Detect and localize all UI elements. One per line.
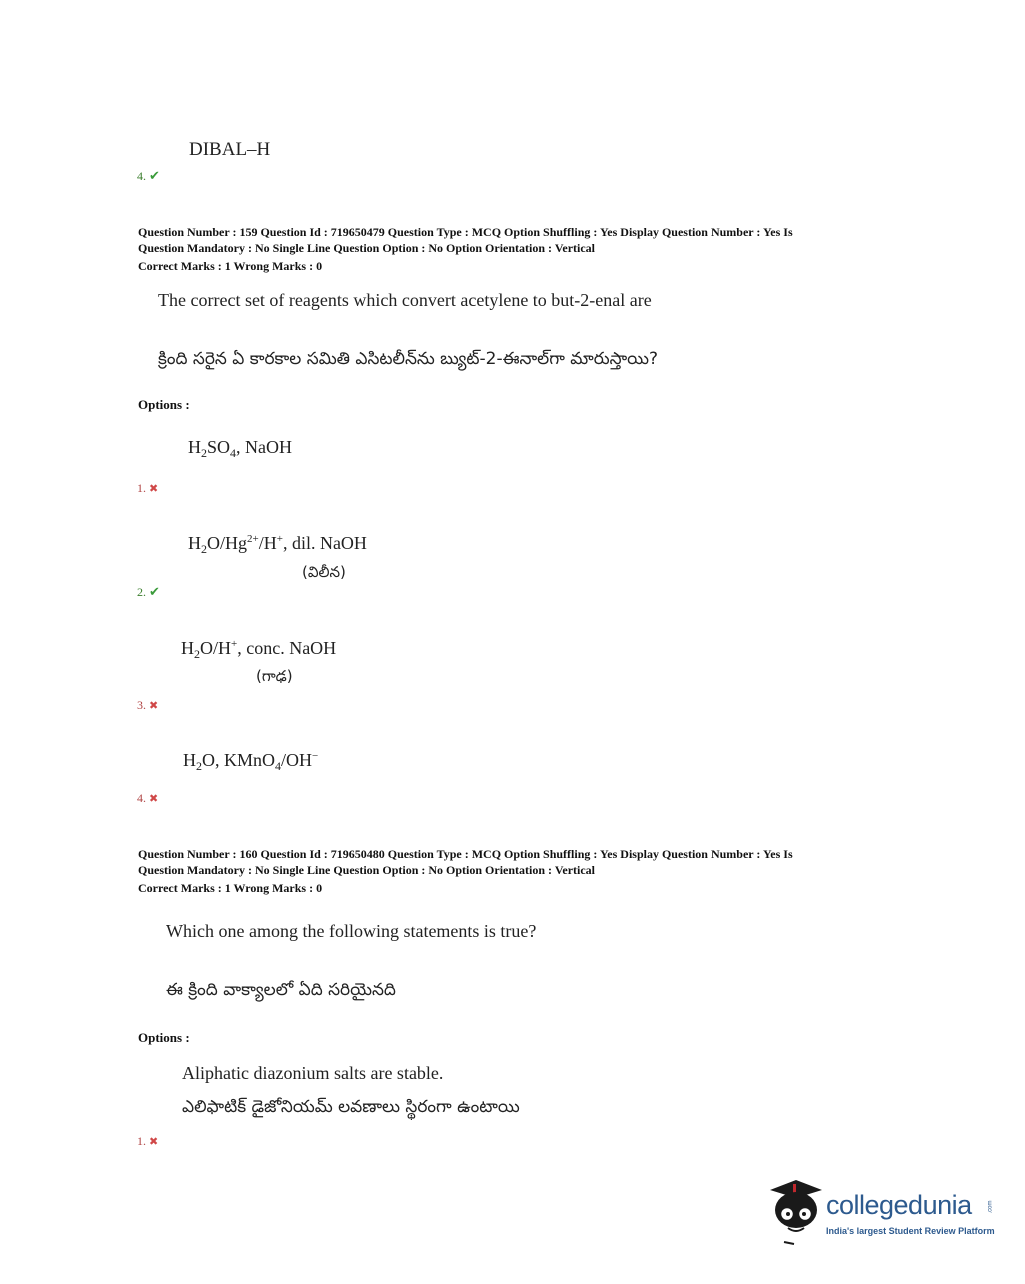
q159-option-1-text: $H_2SO_4$, NaOH xyxy=(188,437,293,460)
q159-option-3-note: (గాఢ) xyxy=(256,667,293,685)
q160-options-label: Options : xyxy=(138,1030,190,1045)
check-icon: ✔ xyxy=(149,169,160,184)
q159-option-2-number xyxy=(137,585,160,600)
q159-option-4-text: $H_2O$, KMnO$_4$/OH− xyxy=(183,750,319,773)
q160-meta xyxy=(138,846,898,896)
cross-icon: ✖ xyxy=(149,699,159,712)
mascot-icon xyxy=(766,1176,826,1246)
option-number-label: 1. xyxy=(137,481,146,495)
option-number-label: 1. xyxy=(137,1134,146,1148)
option-number-label: 3. xyxy=(137,698,146,712)
q160-question-te: ఈ క్రింది వాక్యాలలో ఏది సరియైనది xyxy=(166,980,396,1000)
option-number-label: 4. xyxy=(137,169,146,183)
q159-question-en: The correct set of reagents which convert acetylene to but-2-enal are xyxy=(158,290,652,310)
cross-icon: ✖ xyxy=(149,1135,159,1148)
q159-meta-line2: Question Mandatory : No Single Line Question Option : No Option Orientation : Vertical xyxy=(138,241,596,255)
option-number-label: 4. xyxy=(137,791,146,805)
q160-meta-line2: Question Mandatory : No Single Line Question Option : No Option Orientation : Vertical xyxy=(138,863,596,877)
q160-marks: Correct Marks : 1 Wrong Marks : 0 xyxy=(138,881,323,895)
q159-option-2-note: (విలీన) xyxy=(302,563,346,581)
q160-meta-line1: Question Number : 160 Question Id : 719650480 Question Type : MCQ Option Shuffling : Yes Display Question Number : Yes Is xyxy=(138,847,793,861)
q159-options-label: Options : xyxy=(138,397,190,412)
option-number-label: 2. xyxy=(137,585,146,599)
prev-option-text: DIBAL–H xyxy=(189,139,271,160)
q159-option-3-number xyxy=(137,698,158,713)
cross-icon: ✖ xyxy=(149,482,159,495)
q160-option-1-number xyxy=(137,1134,158,1149)
q159-option-2-text: $H_2O/Hg^{2+}/H^+$, dil. NaOH xyxy=(188,533,367,556)
check-icon: ✔ xyxy=(149,585,160,600)
q160-question-en: Which one among the following statements is true? xyxy=(166,921,537,941)
cross-icon: ✖ xyxy=(149,792,159,805)
q159-marks: Correct Marks : 1 Wrong Marks : 0 xyxy=(138,259,323,273)
q159-meta xyxy=(138,224,898,274)
q159-option-1-number xyxy=(137,481,158,496)
logo-tagline: India's largest Student Review Platform xyxy=(826,1226,995,1236)
q159-option-4-number xyxy=(137,791,158,806)
q160-option-1-text-en: Aliphatic diazonium salts are stable. xyxy=(182,1063,444,1083)
collegedunia-logo xyxy=(766,1176,996,1246)
q159-question-te: క్రింది సరైన ఏ కారకాల సమితి ఎసిటలీన్‌ను బ్యుట్-2-ఈనాల్‌గా మారుస్తాయి? xyxy=(158,349,659,369)
prev-option-number xyxy=(137,169,160,184)
logo-name: collegedunia xyxy=(826,1190,972,1220)
q160-option-1-text-te: ఎలిఫాటిక్ డైజోనియమ్ లవణాలు స్థిరంగా ఉంటాయి xyxy=(182,1097,520,1117)
logo-com: .com xyxy=(987,1200,994,1214)
q159-meta-line1: Question Number : 159 Question Id : 719650479 Question Type : MCQ Option Shuffling : Yes Display Question Number : Yes Is xyxy=(138,225,793,239)
q159-option-3-text: $H_2O/H^+$, conc. NaOH xyxy=(181,638,337,661)
